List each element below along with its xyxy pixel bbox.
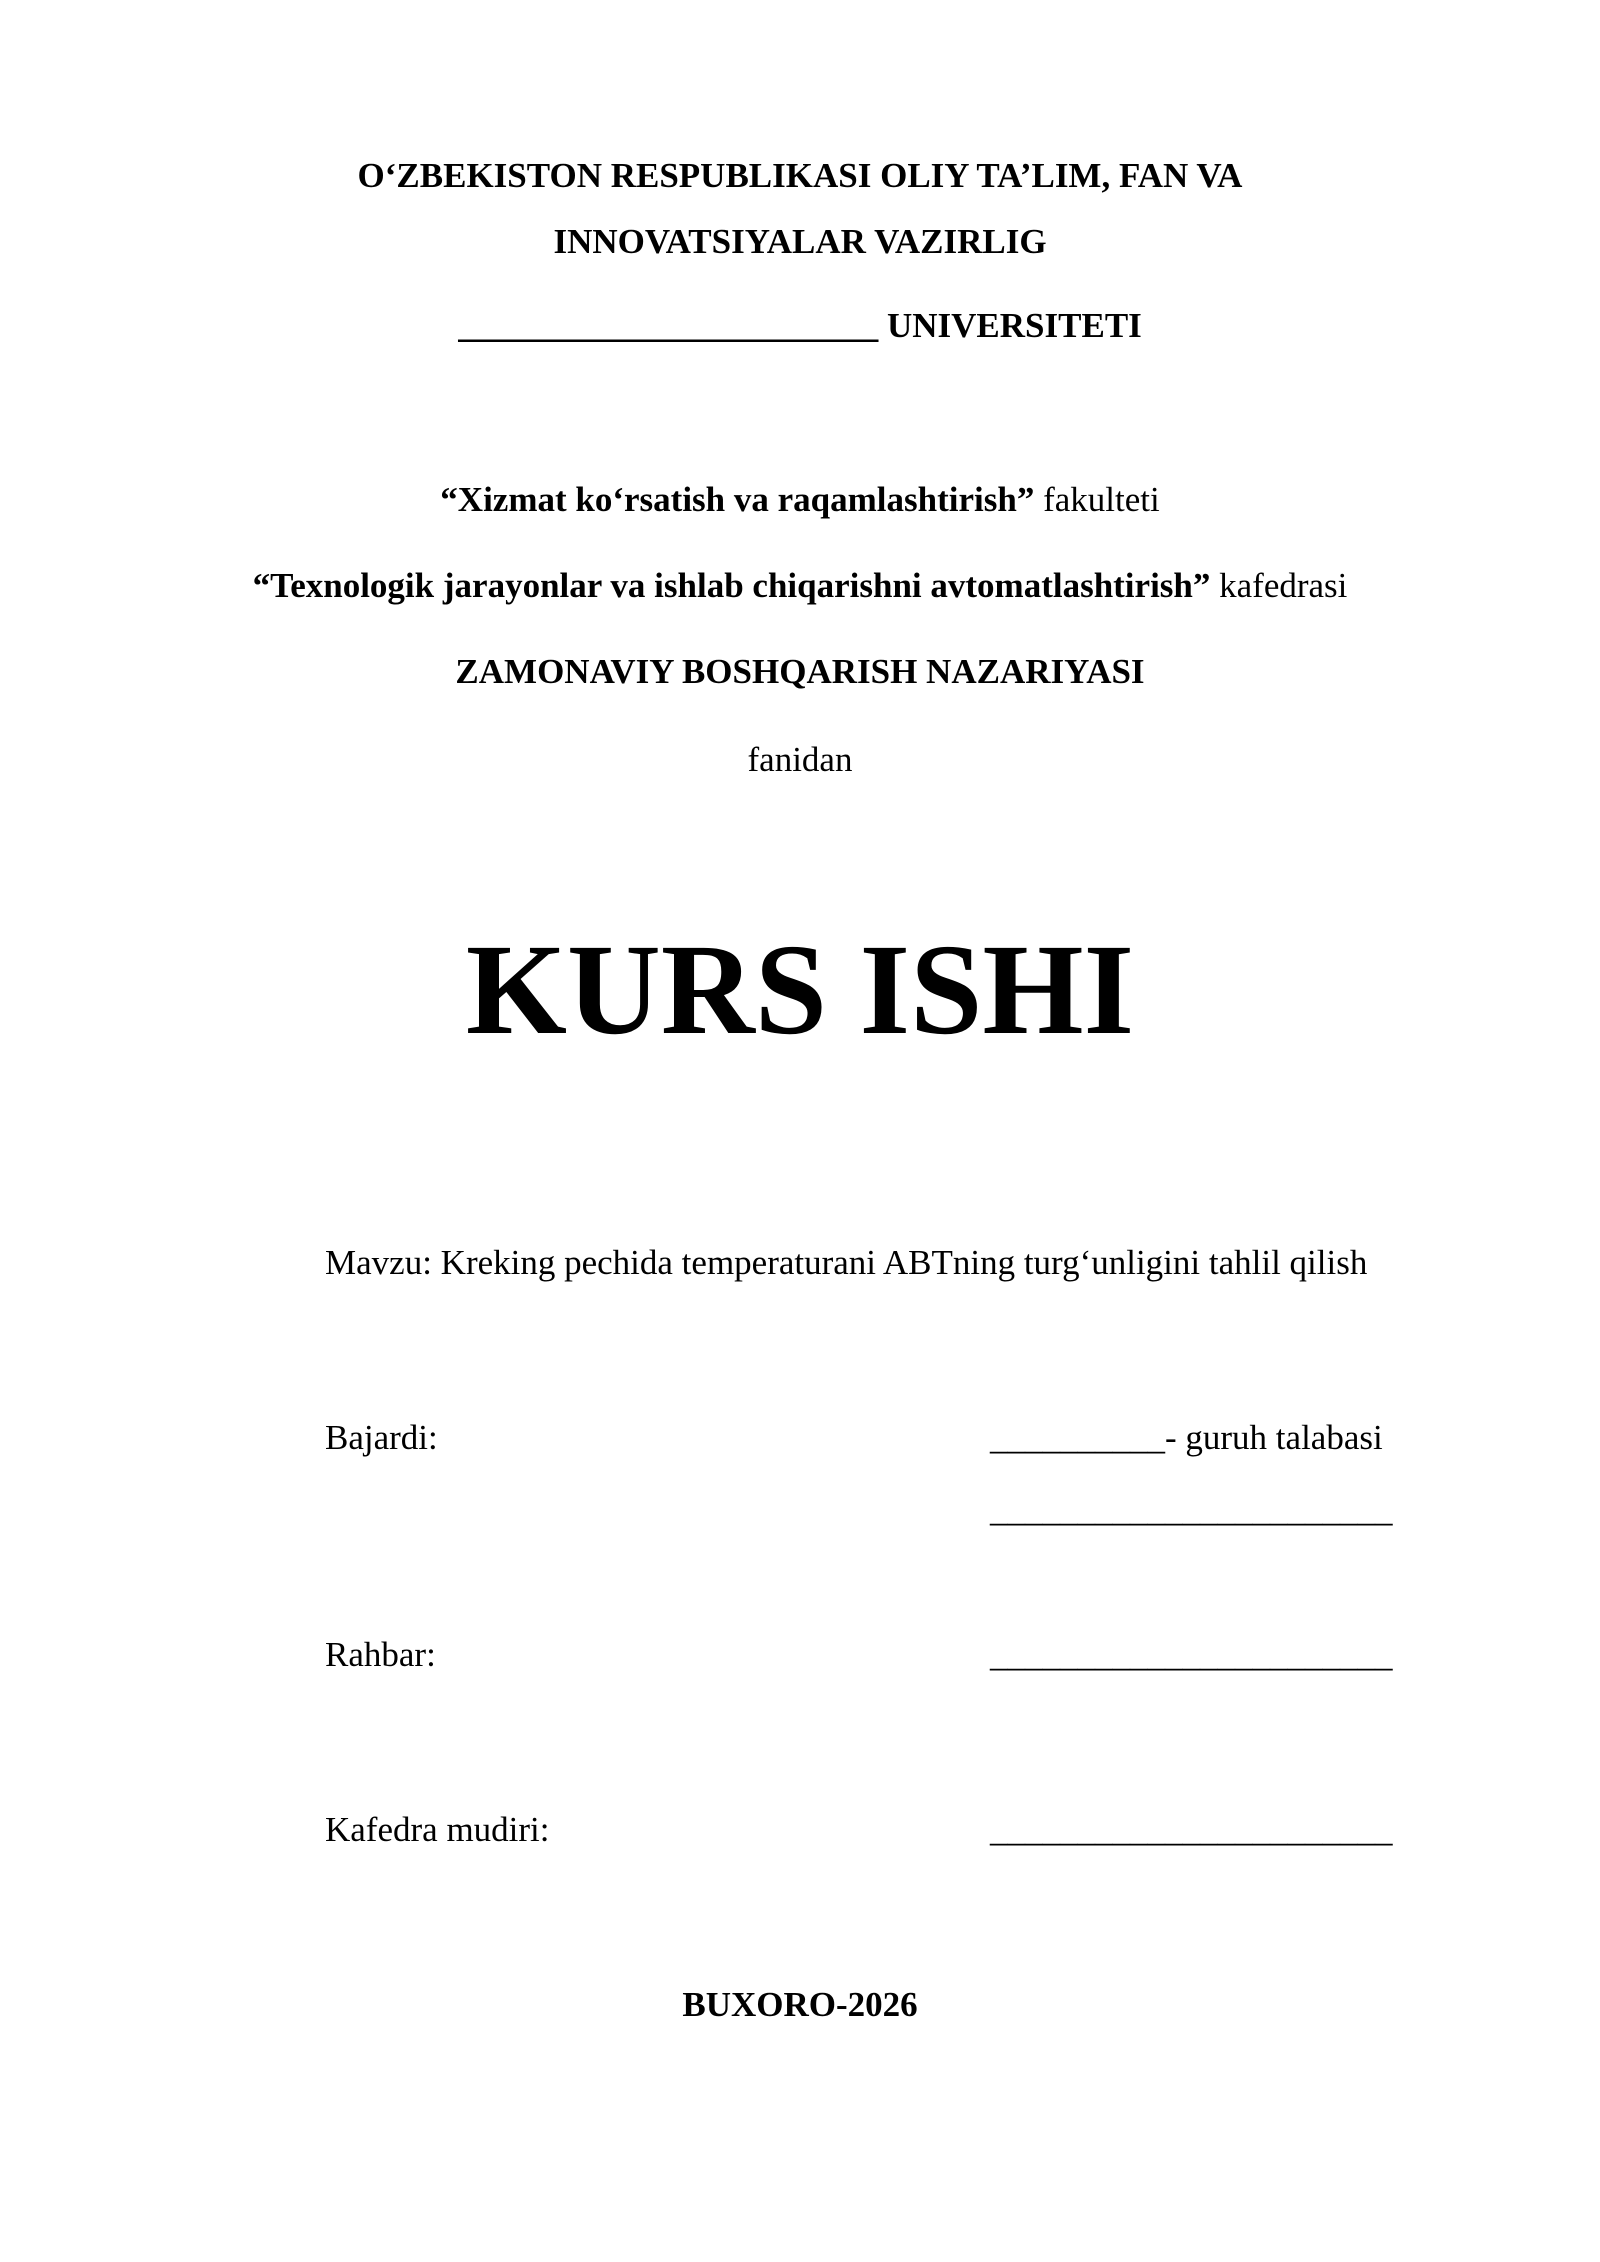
faculty-name: “Xizmat ko‘rsatish va raqamlashtirish” [440,480,1035,519]
ministry-line-1: O‘ZBEKISTON RESPUBLIKASI OLIY TA’LIM, FAN VA [357,156,1243,195]
subject-name: ZAMONAVIY BOSHQARISH NAZARIYASI [455,652,1145,691]
university-line [0,306,1600,346]
city-year: BUXORO-2026 [682,1985,918,2024]
head-label: Kafedra mudiri: [325,1810,550,1849]
performer-name-blank: _______________________ [990,1490,1393,1529]
supervisor-label: Rahbar: [325,1635,436,1674]
university-label: UNIVERSITETI [886,306,1142,345]
performer-label: Bajardi: [325,1418,438,1457]
department-suffix: kafedrasi [1219,566,1348,605]
ministry-line-2: INNOVATSIYALAR VAZIRLIG [553,222,1047,261]
university-name-blank: ________________________ [458,306,879,345]
document-title: KURS ISHI [465,918,1135,1062]
faculty-line [0,480,1600,520]
group-line: __________- guruh talabasi [990,1418,1383,1457]
department-line [0,566,1600,606]
subject-suffix: fanidan [747,740,853,779]
head-blank: _______________________ [990,1810,1393,1849]
topic-line: Mavzu: Kreking pechida temperaturani ABTning turg‘unligini tahlil qilish [325,1243,1368,1282]
department-name: “Texnologik jarayonlar va ishlab chiqarishni avtomatlashtirish” [252,566,1211,605]
supervisor-blank: _______________________ [990,1635,1393,1674]
faculty-suffix: fakulteti [1043,480,1160,519]
